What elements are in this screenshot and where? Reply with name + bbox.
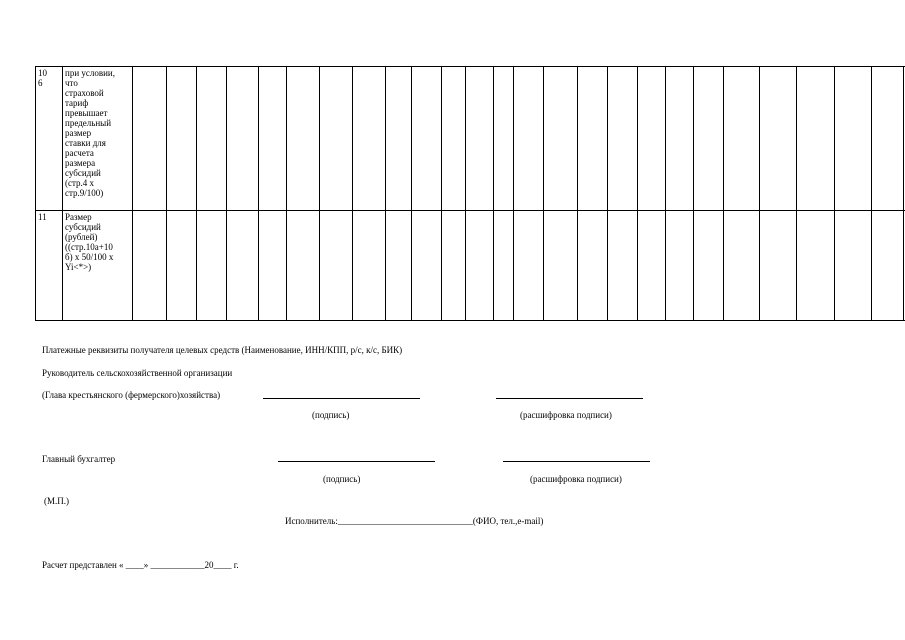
table-cell bbox=[872, 67, 904, 211]
table-cell bbox=[760, 211, 797, 321]
table-cell bbox=[797, 211, 835, 321]
table-cell bbox=[724, 211, 760, 321]
head-label-line1: Руководитель сельскохозяйственной организации bbox=[42, 368, 233, 378]
table-cell bbox=[835, 211, 872, 321]
table-cell bbox=[578, 211, 608, 321]
accountant-decode-caption: (расшифровка подписи) bbox=[530, 474, 622, 484]
table-row bbox=[36, 211, 905, 321]
table-cell bbox=[386, 67, 412, 211]
table-cell bbox=[666, 211, 694, 321]
table-cell bbox=[133, 211, 167, 321]
table-cell bbox=[287, 67, 320, 211]
table-cell bbox=[694, 211, 724, 321]
table-cell bbox=[797, 67, 835, 211]
table-cell bbox=[578, 67, 608, 211]
table-cell bbox=[227, 67, 259, 211]
table-cell bbox=[760, 67, 797, 211]
form-table-wrapper bbox=[35, 66, 905, 321]
row-label: Размер субсидий (рублей) ((стр.10а+10 б) х 50/100 х Yi<*>) bbox=[63, 211, 133, 321]
table-cell bbox=[514, 67, 544, 211]
executor-hint: (ФИО, тел.,e-mail) bbox=[472, 516, 544, 526]
chief-accountant-label: Главный бухгалтер bbox=[42, 454, 116, 464]
submission-date-line: Расчет представлен « ____» ____________20____ г. bbox=[42, 560, 239, 570]
head-label-line2: (Глава крестьянского (фермерского)хозяйства) bbox=[42, 390, 221, 400]
table-cell bbox=[835, 67, 872, 211]
accountant-signature-caption: (подпись) bbox=[323, 474, 361, 484]
table-cell bbox=[514, 211, 544, 321]
table-cell bbox=[638, 67, 666, 211]
payment-details-label: Платежные реквизиты получателя целевых средств (Наименование, ИНН/КПП, р/с, к/с, БИК) bbox=[42, 345, 403, 355]
table-cell bbox=[259, 211, 287, 321]
table-cell bbox=[608, 67, 638, 211]
table-cell bbox=[386, 211, 412, 321]
table-cell bbox=[197, 211, 227, 321]
table-cell bbox=[694, 67, 724, 211]
table-cell bbox=[167, 211, 197, 321]
table-cell bbox=[353, 211, 386, 321]
table-cell bbox=[167, 67, 197, 211]
head-signature-line[interactable] bbox=[263, 398, 420, 399]
table-cell bbox=[666, 67, 694, 211]
table-cell bbox=[494, 211, 514, 321]
table-cell bbox=[133, 67, 167, 211]
table-cell bbox=[872, 211, 904, 321]
table-cell bbox=[442, 211, 466, 321]
table-cell bbox=[197, 67, 227, 211]
executor-field[interactable] bbox=[285, 516, 543, 526]
table-cell bbox=[544, 211, 578, 321]
table-cell bbox=[724, 67, 760, 211]
row-number: 10 6 bbox=[36, 67, 63, 211]
executor-blank: ______________________________ bbox=[337, 516, 473, 526]
table-cell bbox=[287, 211, 320, 321]
subsidy-calculation-table bbox=[35, 66, 905, 321]
table-cell bbox=[442, 67, 466, 211]
row-number: 11 bbox=[36, 211, 63, 321]
table-cell bbox=[259, 67, 287, 211]
accountant-decode-line[interactable] bbox=[503, 461, 650, 462]
table-cell bbox=[466, 67, 494, 211]
head-decode-line[interactable] bbox=[496, 398, 643, 399]
table-cell bbox=[320, 211, 353, 321]
executor-label: Исполнитель: bbox=[285, 516, 338, 526]
table-cell bbox=[227, 211, 259, 321]
table-cell bbox=[494, 67, 514, 211]
table-cell bbox=[608, 211, 638, 321]
table-row bbox=[36, 67, 905, 211]
table-cell bbox=[466, 211, 494, 321]
head-signature-caption: (подпись) bbox=[312, 410, 350, 420]
table-cell bbox=[544, 67, 578, 211]
table-cell bbox=[412, 211, 442, 321]
table-cell bbox=[353, 67, 386, 211]
table-cell bbox=[638, 211, 666, 321]
row-label: при условии, что страховой тариф превышает предельный размер ставки для расчета размера субсидий (стр.4 х стр.9/100) bbox=[63, 67, 133, 211]
table-cell bbox=[412, 67, 442, 211]
accountant-signature-line[interactable] bbox=[278, 461, 435, 462]
stamp-label: (М.П.) bbox=[44, 496, 69, 506]
table-cell bbox=[320, 67, 353, 211]
head-decode-caption: (расшифровка подписи) bbox=[520, 410, 612, 420]
